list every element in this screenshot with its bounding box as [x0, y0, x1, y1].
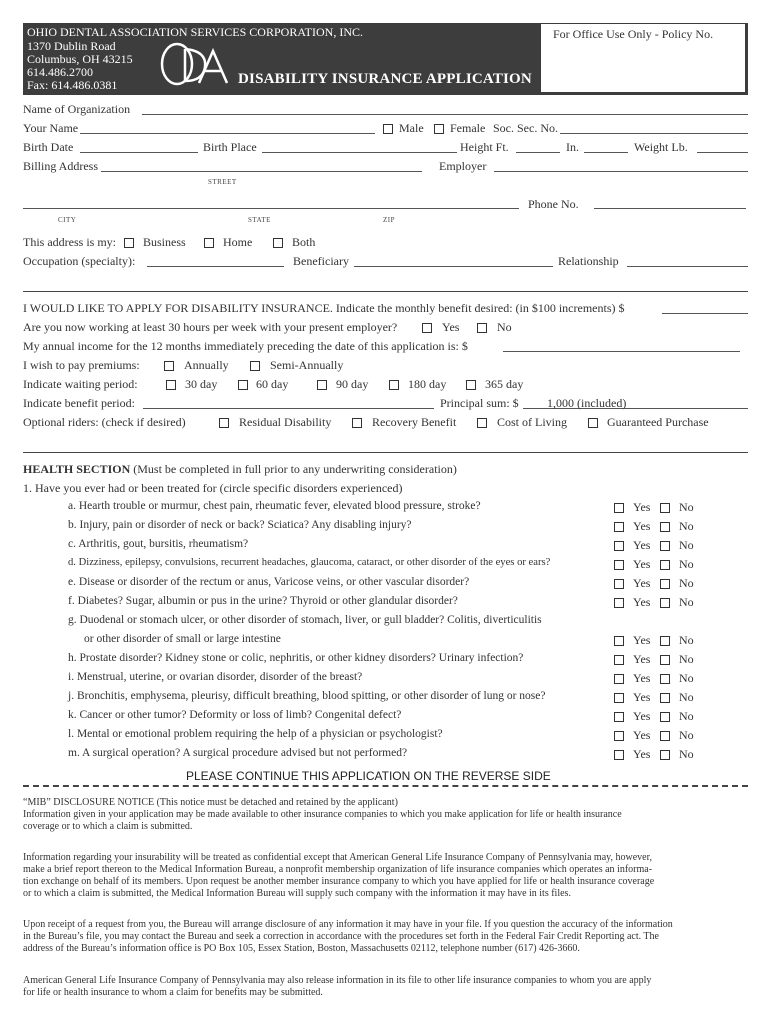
billing-address-label: Billing Address: [23, 159, 99, 173]
income-field[interactable]: [503, 351, 740, 352]
health-question-b: b. Injury, pain or disorder of neck or back? Sciatica? Any disabling injury?: [68, 519, 412, 531]
mib-p2-line: or to which a claim is submitted, the Medical Information Bureau will supply such company with the information it may have in its files.: [23, 888, 571, 899]
your-name-field[interactable]: [80, 133, 375, 134]
header-banner: [23, 23, 748, 95]
office-use-box[interactable]: [541, 24, 745, 92]
both-checkbox[interactable]: [273, 238, 283, 248]
health-b-no-checkbox[interactable]: [660, 522, 670, 532]
ssn-field[interactable]: [560, 133, 748, 134]
weight-field[interactable]: [697, 152, 748, 153]
beneficiary-label: Beneficiary: [293, 254, 349, 268]
height-in-field[interactable]: [584, 152, 628, 153]
health-e-no-checkbox[interactable]: [660, 579, 670, 589]
org-address-1: 1370 Dublin Road: [27, 39, 116, 53]
home-checkbox[interactable]: [204, 238, 214, 248]
working-question: Are you now working at least 30 hours per week with your present employer?: [23, 320, 398, 334]
health-l-no-checkbox[interactable]: [660, 731, 670, 741]
health-k-yes-label: Yes: [633, 709, 651, 723]
phone-label: Phone No.: [528, 197, 579, 211]
health-d-yes-label: Yes: [633, 557, 651, 571]
employer-field[interactable]: [494, 171, 748, 172]
billing-address-field[interactable]: [101, 171, 422, 172]
health-d-no-checkbox[interactable]: [660, 560, 670, 570]
recovery-checkbox[interactable]: [352, 418, 362, 428]
semi-annually-checkbox[interactable]: [250, 361, 260, 371]
address-type-label: This address is my:: [23, 235, 116, 249]
recovery-label: Recovery Benefit: [372, 415, 457, 429]
employer-label: Employer: [439, 159, 487, 173]
org-name: OHIO DENTAL ASSOCIATION SERVICES CORPORATION, INC.: [27, 25, 363, 39]
mib-p3-line: address of the Bureau’s information office is PO Box 105, Essex Station, Boston, Massachusetts 02112, telephone number (617) 426-3660.: [23, 943, 580, 954]
health-e-yes-checkbox[interactable]: [614, 579, 624, 589]
health-h-no-label: No: [679, 652, 694, 666]
female-label: Female: [450, 121, 486, 135]
working-yes-checkbox[interactable]: [422, 323, 432, 333]
health-a-no-checkbox[interactable]: [660, 503, 670, 513]
org-phone: 614.486.2700: [27, 65, 93, 79]
health-question-e: e. Disease or disorder of the rectum or anus, Varicose veins, or other vascular disorder?: [68, 576, 470, 588]
health-heading-note: (Must be completed in full prior to any underwriting consideration): [130, 462, 457, 476]
mib-title: “MIB” DISCLOSURE NOTICE (This notice must be detached and retained by the applicant): [23, 797, 398, 808]
wait-365-label: 365 day: [485, 377, 524, 391]
health-l-yes-label: Yes: [633, 728, 651, 742]
health-h-no-checkbox[interactable]: [660, 655, 670, 665]
wait-180-checkbox[interactable]: [389, 380, 399, 390]
health-c-yes-checkbox[interactable]: [614, 541, 624, 551]
health-k-yes-checkbox[interactable]: [614, 712, 624, 722]
apply-label: I WOULD LIKE TO APPLY FOR DISABILITY INSURANCE. Indicate the monthly benefit desired: (in $100 increments) $: [23, 301, 625, 315]
ssn-label: Soc. Sec. No.: [493, 121, 558, 135]
your-name-label: Your Name: [23, 121, 79, 135]
org-name-label: Name of Organization: [23, 102, 131, 116]
health-question-f: f. Diabetes? Sugar, albumin or pus in the urine? Thyroid or other glandular disorder?: [68, 595, 458, 607]
health-a-no-label: No: [679, 500, 694, 514]
health-e-no-label: No: [679, 576, 694, 590]
wait-180-label: 180 day: [408, 377, 447, 391]
business-label: Business: [143, 235, 186, 249]
health-g2-no-label: No: [679, 633, 694, 647]
health-question-m: m. A surgical operation? A surgical procedure advised but not performed?: [68, 747, 408, 759]
health-m-yes-label: Yes: [633, 747, 651, 761]
zip-caption: ZIP: [383, 216, 395, 224]
health-c-no-label: No: [679, 538, 694, 552]
wait-90-label: 90 day: [336, 377, 369, 391]
benefit-period-field[interactable]: [143, 408, 434, 409]
office-use-label: For Office Use Only - Policy No.: [553, 27, 714, 41]
health-g2-no-checkbox[interactable]: [660, 636, 670, 646]
health-m-yes-checkbox[interactable]: [614, 750, 624, 760]
riders-label: Optional riders: (check if desired): [23, 415, 186, 429]
health-question-a: a. Hearth trouble or murmur, chest pain, rheumatic fever, elevated blood pressure, stroke?: [68, 500, 481, 512]
tear-line: [23, 785, 748, 787]
health-f-yes-label: Yes: [633, 595, 651, 609]
wait-30-checkbox[interactable]: [166, 380, 176, 390]
health-k-no-checkbox[interactable]: [660, 712, 670, 722]
org-fax: Fax: 614.486.0381: [27, 78, 118, 92]
health-l-no-label: No: [679, 728, 694, 742]
mib-p2-line: make a brief report thereon to the Medical Information Bureau, a nonprofit membership organization of life insurance companies which operates an informa-: [23, 864, 653, 875]
health-g2-yes-checkbox[interactable]: [614, 636, 624, 646]
wait-30-label: 30 day: [185, 377, 218, 391]
birth-date-label: Birth Date: [23, 140, 74, 154]
health-f-no-checkbox[interactable]: [660, 598, 670, 608]
health-j-yes-label: Yes: [633, 690, 651, 704]
mib-p3-line: in the Bureau’s file, you may contact the Bureau and seek a correction in accordance with the procedures set forth in the Federal Fair Credit Reporting act. The: [23, 931, 659, 942]
mib-p1-line: coverage or to which a claim is submitted.: [23, 821, 193, 832]
health-question-i: i. Menstrual, uterine, or ovarian disorder, disorder of the breast?: [68, 671, 363, 683]
health-f-no-label: No: [679, 595, 694, 609]
height-ft-label: Height Ft.: [460, 140, 509, 154]
health-c-yes-label: Yes: [633, 538, 651, 552]
health-b-no-label: No: [679, 519, 694, 533]
health-j-yes-checkbox[interactable]: [614, 693, 624, 703]
health-m-no-label: No: [679, 747, 694, 761]
street-caption: STREET: [208, 178, 237, 186]
semi-annually-label: Semi-Annually: [270, 358, 344, 372]
mib-p2-line: tion exchange on behalf of its members. Upon request be another member insurance company to which you have applied for life or health insurance coverage: [23, 876, 655, 887]
height-ft-field[interactable]: [516, 152, 560, 153]
height-in-label: In.: [566, 140, 579, 154]
health-question-c: c. Arthritis, gout, bursitis, rheumatism?: [68, 538, 249, 550]
guaranteed-checkbox[interactable]: [588, 418, 598, 428]
birth-place-field[interactable]: [262, 152, 457, 153]
income-label: My annual income for the 12 months immediately preceding the date of this application is: $: [23, 339, 468, 353]
city-state-zip-field[interactable]: [23, 208, 519, 209]
waiting-label: Indicate waiting period:: [23, 377, 138, 391]
relationship-label: Relationship: [558, 254, 619, 268]
both-label: Both: [292, 235, 316, 249]
benefit-period-label: Indicate benefit period:: [23, 396, 135, 410]
question-1: 1. Have you ever had or been treated for (circle specific disorders experienced): [23, 481, 403, 495]
mib-p4-line: for life or health insurance to whom a claim for benefits may be submitted.: [23, 987, 323, 998]
health-j-no-checkbox[interactable]: [660, 693, 670, 703]
weight-label: Weight Lb.: [634, 140, 688, 154]
health-f-yes-checkbox[interactable]: [614, 598, 624, 608]
health-a-yes-label: Yes: [633, 500, 651, 514]
health-g2-yes-label: Yes: [633, 633, 651, 647]
health-l-yes-checkbox[interactable]: [614, 731, 624, 741]
health-question-k: k. Cancer or other tumor? Deformity or loss of limb? Congenital defect?: [68, 709, 402, 721]
form-title: DISABILITY INSURANCE APPLICATION: [238, 71, 532, 87]
state-caption: STATE: [248, 216, 271, 224]
health-a-yes-checkbox[interactable]: [614, 503, 624, 513]
occupation-field[interactable]: [147, 266, 284, 267]
health-question-g: g. Duodenal or stomach ulcer, or other disorder of stomach, liver, or gull bladder? Colitis, diverticulitis: [68, 614, 542, 626]
monthly-benefit-field[interactable]: [662, 313, 748, 314]
wait-365-checkbox[interactable]: [466, 380, 476, 390]
wait-60-checkbox[interactable]: [238, 380, 248, 390]
working-no-label: No: [497, 320, 512, 334]
relationship-field[interactable]: [627, 266, 748, 267]
health-i-no-label: No: [679, 671, 694, 685]
section-divider: [23, 291, 748, 292]
health-k-no-label: No: [679, 709, 694, 723]
health-h-yes-label: Yes: [633, 652, 651, 666]
principal-sum-value: 1,000 (included): [547, 396, 627, 410]
health-question-d: d. Dizziness, epilepsy, convulsions, recurrent headaches, glaucoma, cataract, or other disorder of the eyes or ears?: [68, 557, 551, 568]
mib-p3-line: Upon receipt of a request from you, the Bureau will arrange disclosure of any information it may have in your file. If you question the accuracy of the information: [23, 919, 673, 930]
health-i-no-checkbox[interactable]: [660, 674, 670, 684]
cost-of-living-label: Cost of Living: [497, 415, 568, 429]
guaranteed-label: Guaranteed Purchase: [607, 415, 709, 429]
health-question-l: l. Mental or emotional problem requiring the help of a physician or psychologist?: [68, 728, 443, 740]
working-yes-label: Yes: [442, 320, 460, 334]
health-i-yes-label: Yes: [633, 671, 651, 685]
health-heading: [23, 462, 457, 476]
beneficiary-field[interactable]: [354, 266, 553, 267]
cost-of-living-checkbox[interactable]: [477, 418, 487, 428]
female-checkbox[interactable]: [434, 124, 444, 134]
wait-90-checkbox[interactable]: [317, 380, 327, 390]
org-address-2: Columbus, OH 43215: [27, 52, 133, 66]
occupation-label: Occupation (specialty):: [23, 254, 136, 268]
business-checkbox[interactable]: [124, 238, 134, 248]
continue-notice: PLEASE CONTINUE THIS APPLICATION ON THE REVERSE SIDE: [186, 769, 551, 783]
birth-place-label: Birth Place: [203, 140, 257, 154]
wait-60-label: 60 day: [256, 377, 289, 391]
residual-checkbox[interactable]: [219, 418, 229, 428]
residual-label: Residual Disability: [239, 415, 332, 429]
principal-sum-label: Principal sum: $: [440, 396, 519, 410]
mib-p4-line: American General Life Insurance Company of Pennsylvania may also release information in its file to other life insurance companies to whom you are apply: [23, 975, 652, 986]
org-name-field[interactable]: [142, 114, 748, 115]
male-label: Male: [399, 121, 424, 135]
phone-field[interactable]: [594, 208, 746, 209]
mib-p1-line: Information given in your application may be made available to other insurance companies to which you make application for life or health insurance: [23, 809, 622, 820]
health-heading-title: HEALTH SECTION: [23, 462, 131, 476]
city-caption: CITY: [58, 216, 77, 224]
health-question-j: j. Bronchitis, emphysema, pleurisy, difficult breathing, blood spitting, or other disorder of lung or nose?: [68, 690, 546, 702]
health-h-yes-checkbox[interactable]: [614, 655, 624, 665]
annually-label: Annually: [184, 358, 229, 372]
premiums-label: I wish to pay premiums:: [23, 358, 140, 372]
health-b-yes-label: Yes: [633, 519, 651, 533]
health-question-g2: or other disorder of small or large intestine: [84, 633, 281, 645]
health-j-no-label: No: [679, 690, 694, 704]
male-checkbox[interactable]: [383, 124, 393, 134]
health-d-no-label: No: [679, 557, 694, 571]
mib-p2-line: Information regarding your insurability will be treated as confidential except that American General Life Insurance Company of Pennsylvania may, however,: [23, 852, 653, 863]
health-e-yes-label: Yes: [633, 576, 651, 590]
working-no-checkbox[interactable]: [477, 323, 487, 333]
oda-logo: [155, 37, 235, 93]
health-i-yes-checkbox[interactable]: [614, 674, 624, 684]
health-question-h: h. Prostate disorder? Kidney stone or colic, nephritis, or other kidney disorders? Urinary infection?: [68, 652, 524, 664]
health-divider: [23, 452, 748, 453]
birth-date-field[interactable]: [80, 152, 198, 153]
home-label: Home: [223, 235, 253, 249]
health-d-yes-checkbox[interactable]: [614, 560, 624, 570]
health-m-no-checkbox[interactable]: [660, 750, 670, 760]
health-c-no-checkbox[interactable]: [660, 541, 670, 551]
annually-checkbox[interactable]: [164, 361, 174, 371]
health-b-yes-checkbox[interactable]: [614, 522, 624, 532]
